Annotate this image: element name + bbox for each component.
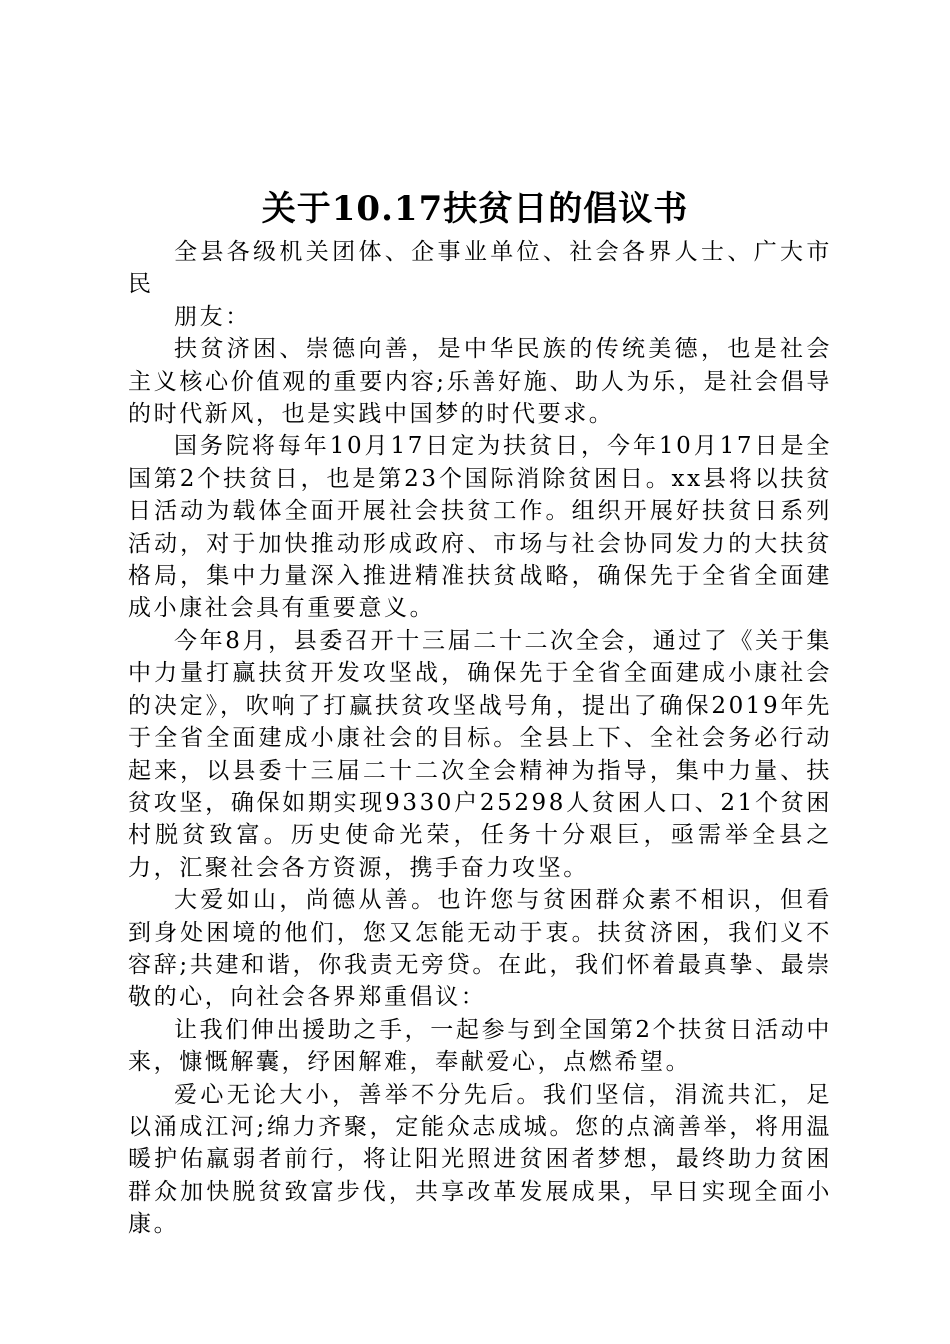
body-paragraph: 扶贫济困、崇德向善，是中华民族的传统美德，也是社会主义核心价值观的重要内容;乐善好施、助人为乐，是社会倡导的时代新风，也是实践中国梦的时代要求。 [128,336,832,428]
document-body [128,236,832,1241]
body-paragraph: 大爱如山，尚德从善。也许您与贫困群众素不相识，但看到身处困境的他们，您又怎能无动于衷。扶贫济困，我们义不容辞;共建和谐，你我责无旁贷。在此，我们怀着最真挚、最崇敬的心，向社会各界郑重倡议： [128,887,832,1011]
body-paragraph: 国务院将每年10月17日定为扶贫日，今年10月17日是全国第2个扶贫日，也是第23个国际消除贫困日。xx县将以扶贫日活动为载体全面开展社会扶贫工作。组织开展好扶贫日系列活动，对于加快推动形成政府、市场与社会协同发力的大扶贫格局，集中力量深入推进精准扶贫战略，确保先于全省全面建成小康社会具有重要意义。 [128,433,832,622]
document-title: 关于10.17扶贫日的倡议书 [261,189,689,229]
salutation-line: 全县各级机关团体、企事业单位、社会各界人士、广大市民 [128,239,832,298]
body-paragraph: 让我们伸出援助之手，一起参与到全国第2个扶贫日活动中来，慷慨解囊，纾困解难，奉献爱心，点燃希望。 [128,1016,832,1076]
body-paragraph: 爱心无论大小，善举不分先后。我们坚信，涓流共汇，足以涌成江河;绵力齐聚，定能众志成城。您的点滴善举，将用温暖护佑羸弱者前行，将让阳光照进贫困者梦想，最终助力贫困群众加快脱贫致富步伐，共享改革发展成果，早日实现全面小康。 [128,1081,832,1238]
body-paragraph: 今年8月，县委召开十三届二十二次全会，通过了《关于集中力量打赢扶贫开发攻坚战，确保先于全省全面建成小康社会的决定》，吹响了打赢扶贫攻坚战号角，提出了确保2019年先于全省全面建成小康社会的目标。全县上下、全社会务必行动起来，以县委十三届二十二次全会精神为指导，集中力量、扶贫攻坚，确保如期实现9330户25298人贫困人口、21个贫困村脱贫致富。历史使命光荣，任务十分艰巨，亟需举全县之力，汇聚社会各方资源，携手奋力攻坚。 [128,627,832,881]
salutation-line-2: 朋友： [174,303,251,330]
